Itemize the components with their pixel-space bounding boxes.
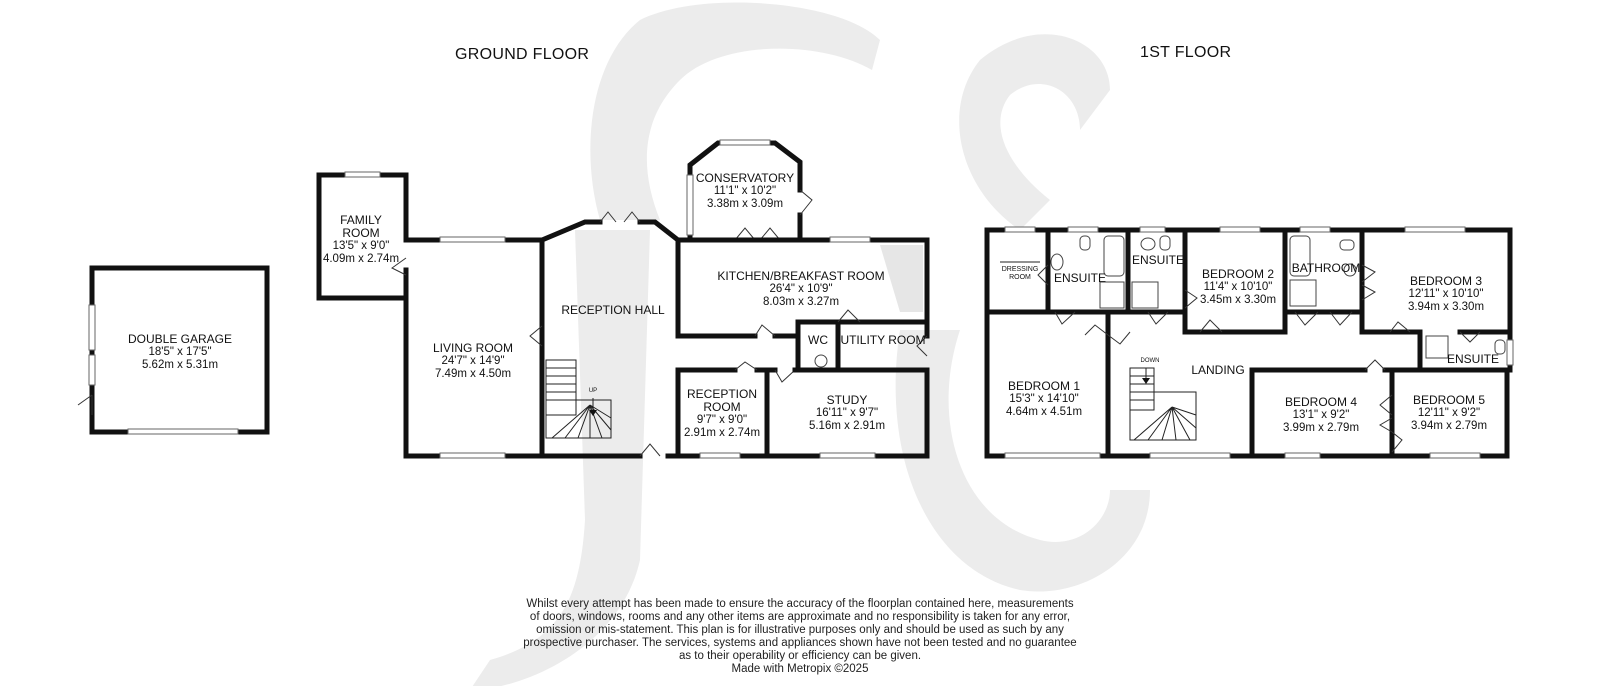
stairs-up-label: UP — [588, 388, 598, 394]
reception-room-label: RECEPTION ROOM 9'7" x 9'0" 2.91m x 2.74m — [683, 387, 761, 439]
bedroom-2-label: BEDROOM 2 11'4" x 10'10" 3.45m x 3.30m — [1199, 267, 1277, 306]
disclaimer-credit: Made with Metropix ©2025 — [731, 663, 869, 675]
ensuite-2-walls — [1128, 227, 1185, 324]
disclaimer-line: Whilst every attempt has been made to ensure the accuracy of the floorplan contained here, measurements — [526, 598, 1074, 610]
conservatory-label: CONSERVATORY 11'1" x 10'2" 3.38m x 3.09m — [695, 171, 795, 210]
reception-hall-label: RECEPTION HALL — [561, 303, 665, 317]
kitchen-label: KITCHEN/BREAKFAST ROOM 26'4" x 10'9" 8.03m x 3.27m — [717, 269, 885, 308]
bedroom-1-label: BEDROOM 1 15'3" x 14'10" 4.64m x 4.51m — [1005, 379, 1083, 418]
double-garage-label: DOUBLE GARAGE 18'5" x 17'5" 5.62m x 5.31m — [127, 332, 233, 371]
landing-stairs — [1130, 368, 1196, 440]
bathroom-walls — [1285, 227, 1362, 325]
ensuite-1-label: ENSUITE — [1053, 271, 1107, 285]
stairs-down-label: DOWN — [1140, 358, 1160, 364]
living-room-label: LIVING ROOM 24'7" x 14'9" 7.49m x 4.50m — [432, 341, 514, 380]
study-label: STUDY 16'11" x 9'7" 5.16m x 2.91m — [808, 393, 886, 432]
first-floor-title: 1ST FLOOR — [1140, 44, 1232, 61]
landing-label: LANDING — [1191, 363, 1245, 377]
ensuite-2-label: ENSUITE — [1131, 253, 1185, 267]
disclaimer-line: of doors, windows, rooms and any other items are approximate and no responsibility is taken for any error, — [529, 611, 1071, 623]
ensuite-3-label: ENSUITE — [1446, 352, 1500, 366]
disclaimer-line: as to their operability or efficiency can be given. — [678, 650, 922, 662]
bedroom-4-label: BEDROOM 4 13'1" x 9'2" 3.99m x 2.79m — [1282, 395, 1360, 434]
wc-label: WC — [808, 333, 828, 347]
disclaimer-line: omission or mis-statement. This plan is for illustrative purposes only and should be used as such by any — [536, 624, 1064, 636]
disclaimer-line: prospective purchaser. The services, systems and appliances shown have not been tested and no guarantee — [523, 637, 1077, 649]
dressing-room-label: DRESSING ROOM — [1001, 266, 1039, 281]
bathroom-label: BATHROOM — [1291, 261, 1361, 275]
bedroom-1-walls — [1085, 312, 1130, 456]
bedroom-3-label: BEDROOM 3 12'11" x 10'10" 3.94m x 3.30m — [1407, 274, 1485, 313]
family-room-label: FAMILY ROOM 13'5" x 9'0" 4.09m x 2.74m — [322, 213, 400, 265]
ground-floor-title: GROUND FLOOR — [455, 46, 590, 63]
utility-room-label: UTILITY ROOM — [840, 333, 926, 347]
bedroom-5-label: BEDROOM 5 12'11" x 9'2" 3.94m x 2.79m — [1410, 393, 1488, 432]
disclaimer-text — [520, 598, 1080, 676]
